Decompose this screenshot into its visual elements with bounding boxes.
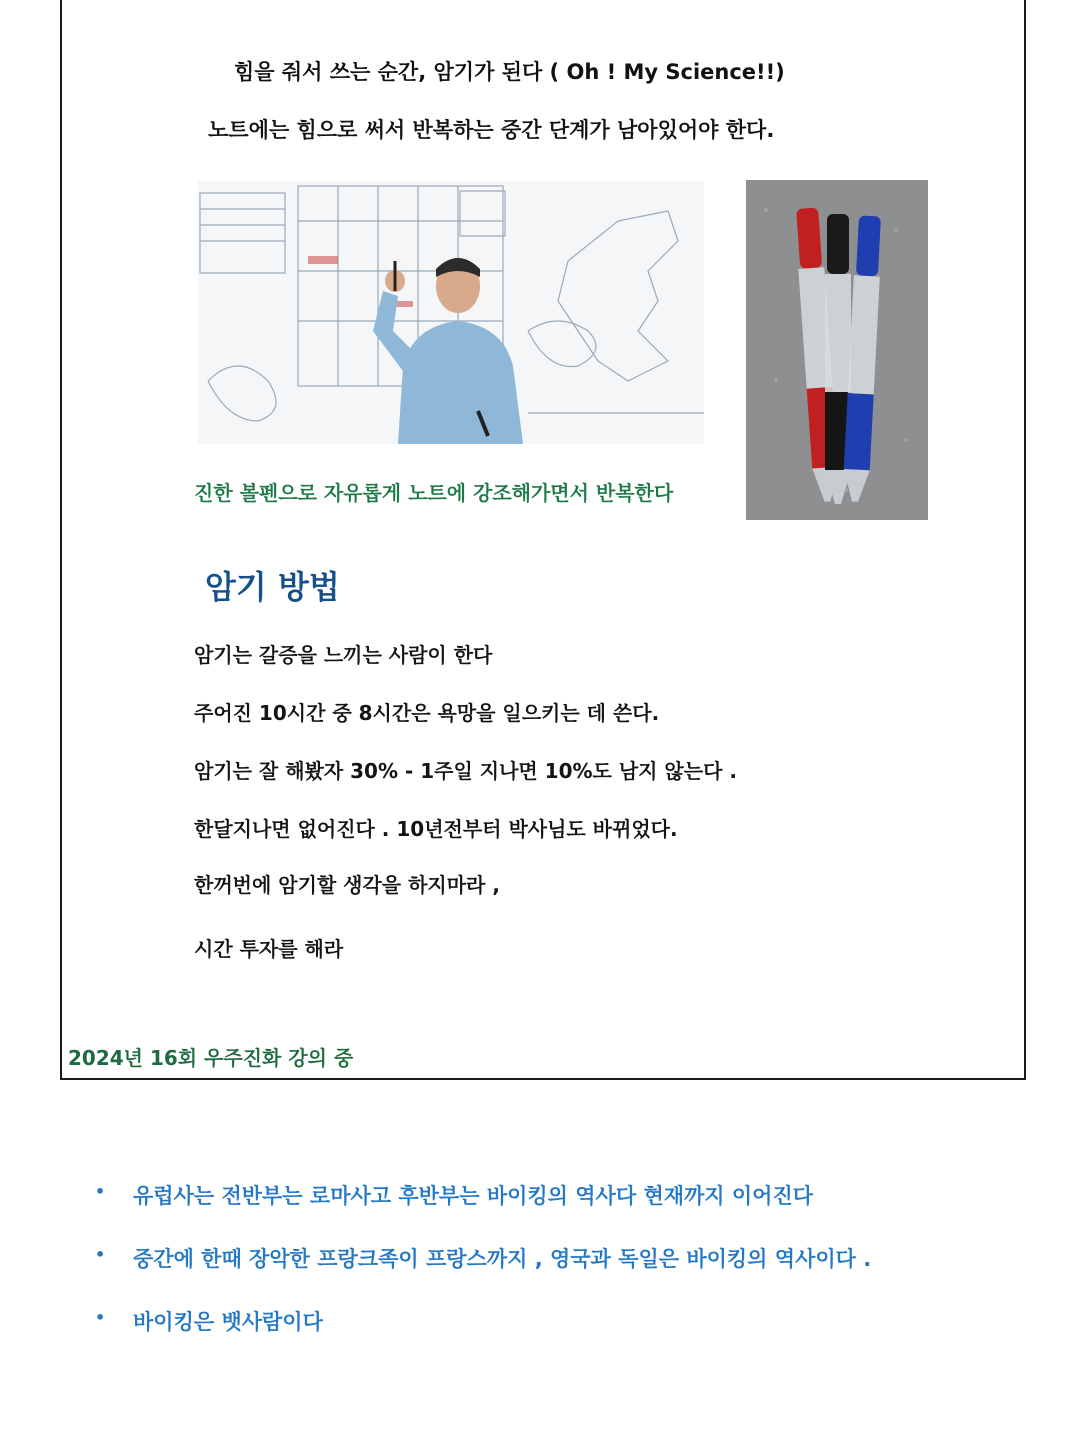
intro-line-2: 노트에는 힘으로 써서 반복하는 중간 단계가 남아있어야 한다. — [208, 118, 775, 142]
pens-photo — [746, 180, 928, 520]
lecture-source: 2024년 16회 우주진화 강의 중 — [68, 1046, 354, 1070]
lecture-photo — [198, 181, 704, 444]
bullet-text: 유럽사는 전반부는 로마사고 후반부는 바이킹의 역사다 현재까지 이어진다 — [133, 1184, 814, 1208]
bullet-text: 바이킹은 뱃사람이다 — [133, 1310, 323, 1334]
method-line: 주어진 10시간 중 8시간은 욕망을 일으키는 데 쓴다. — [194, 701, 660, 725]
method-line: 암기는 갈증을 느끼는 사람이 한다 — [194, 643, 493, 667]
content-frame — [60, 0, 1026, 1080]
bullet-icon: • — [95, 1245, 106, 1264]
photo-caption: 진한 볼펜으로 자유롭게 노트에 강조해가면서 반복한다 — [194, 481, 674, 505]
bullet-icon: • — [95, 1308, 106, 1327]
section-heading: 암기 방법 — [205, 568, 340, 606]
bullet-text: 중간에 한때 장악한 프랑크족이 프랑스까지 , 영국과 독일은 바이킹의 역사이다 . — [133, 1247, 872, 1271]
intro-line-1: 힘을 줘서 쓰는 순간, 암기가 된다 ( Oh ! My Science!!) — [234, 60, 785, 84]
bullet-icon: • — [95, 1182, 106, 1201]
method-line: 시간 투자를 해라 — [194, 937, 344, 961]
method-line: 암기는 잘 해봤자 30% - 1주일 지나면 10%도 남지 않는다 . — [194, 759, 737, 783]
method-line: 한꺼번에 암기할 생각을 하지마라 , — [194, 873, 500, 897]
method-line: 한달지나면 없어진다 . 10년전부터 박사님도 바뀌었다. — [194, 817, 678, 841]
